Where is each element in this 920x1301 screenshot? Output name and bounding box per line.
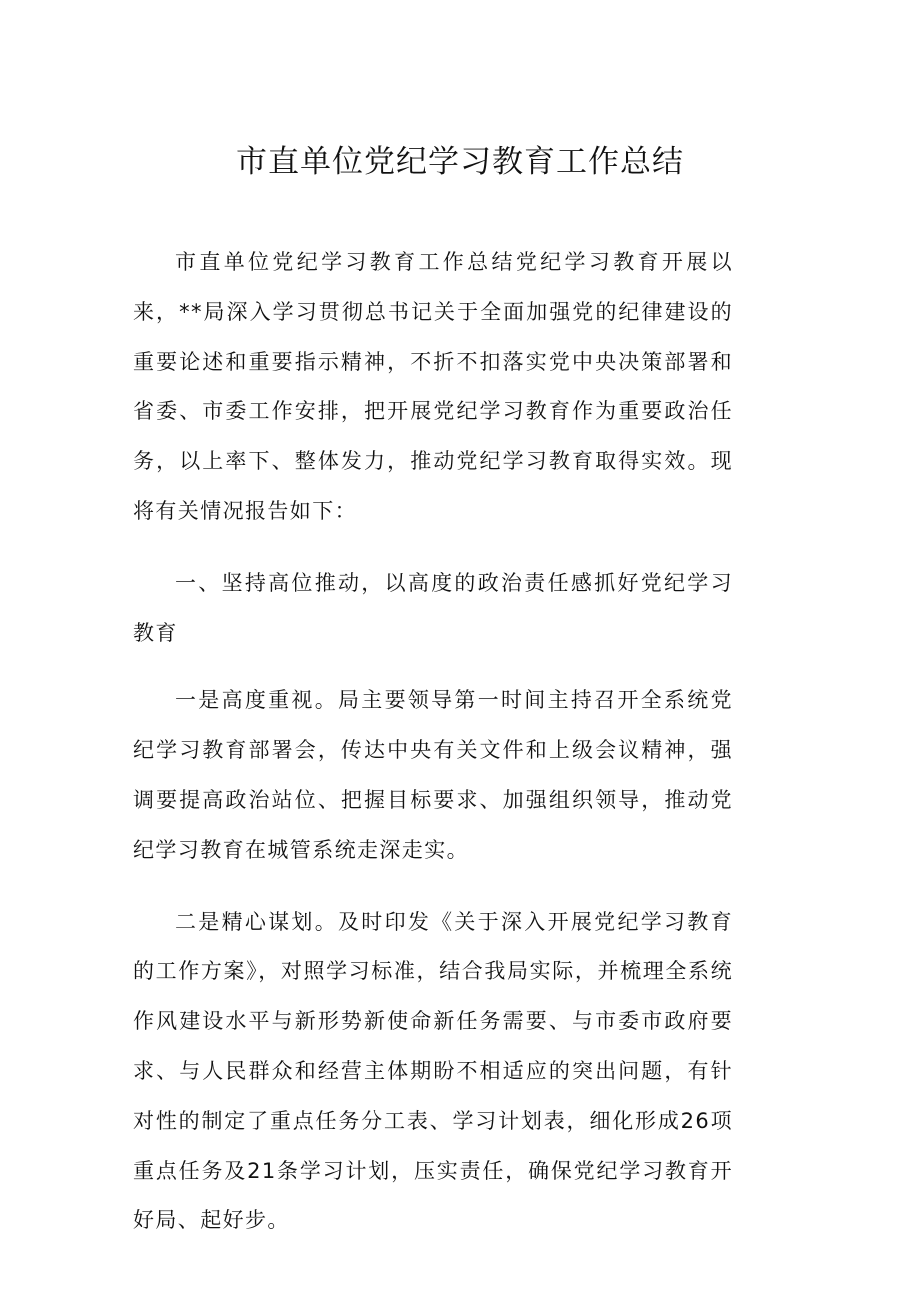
paragraph-high-attention: 一是高度重视。局主要领导第一时间主持召开全系统党纪学习教育部署会，传达中央有关文件和上级会议精神，强调要提高政治站位、把握目标要求、加强组织领导，推动党纪学习教育在城管系统走深走实。 bbox=[133, 688, 733, 862]
document-body bbox=[133, 238, 733, 1268]
intro-paragraph: 市直单位党纪学习教育工作总结党纪学习教育开展以来，**局深入学习贯彻总书记关于全面加强党的纪律建设的重要论述和重要指示精神，不折不扣落实党中央决策部署和省委、市委工作安排，把开展党纪学习教育作为重要政治任务，以上率下、整体发力，推动党纪学习教育取得实效。现将有关情况报告如下： bbox=[133, 250, 733, 523]
paragraph-careful-planning: 二是精心谋划。及时印发《关于深入开展党纪学习教育的工作方案》，对照学习标准，结合我局实际，并梳理全系统作风建设水平与新形势新使命新任务需要、与市委市政府要求、与人民群众和经营主体期盼不相适应的突出问题，有针对性的制定了重点任务分工表、学习计划表，细化形成26项重点任务及21条学习计划，压实责任，确保党纪学习教育开好局、起好步。 bbox=[133, 909, 733, 1233]
section-heading-1: 一、坚持高位推动，以高度的政治责任感抓好党纪学习教育 bbox=[133, 570, 733, 645]
document-title: 市直单位党纪学习教育工作总结 bbox=[236, 144, 684, 180]
